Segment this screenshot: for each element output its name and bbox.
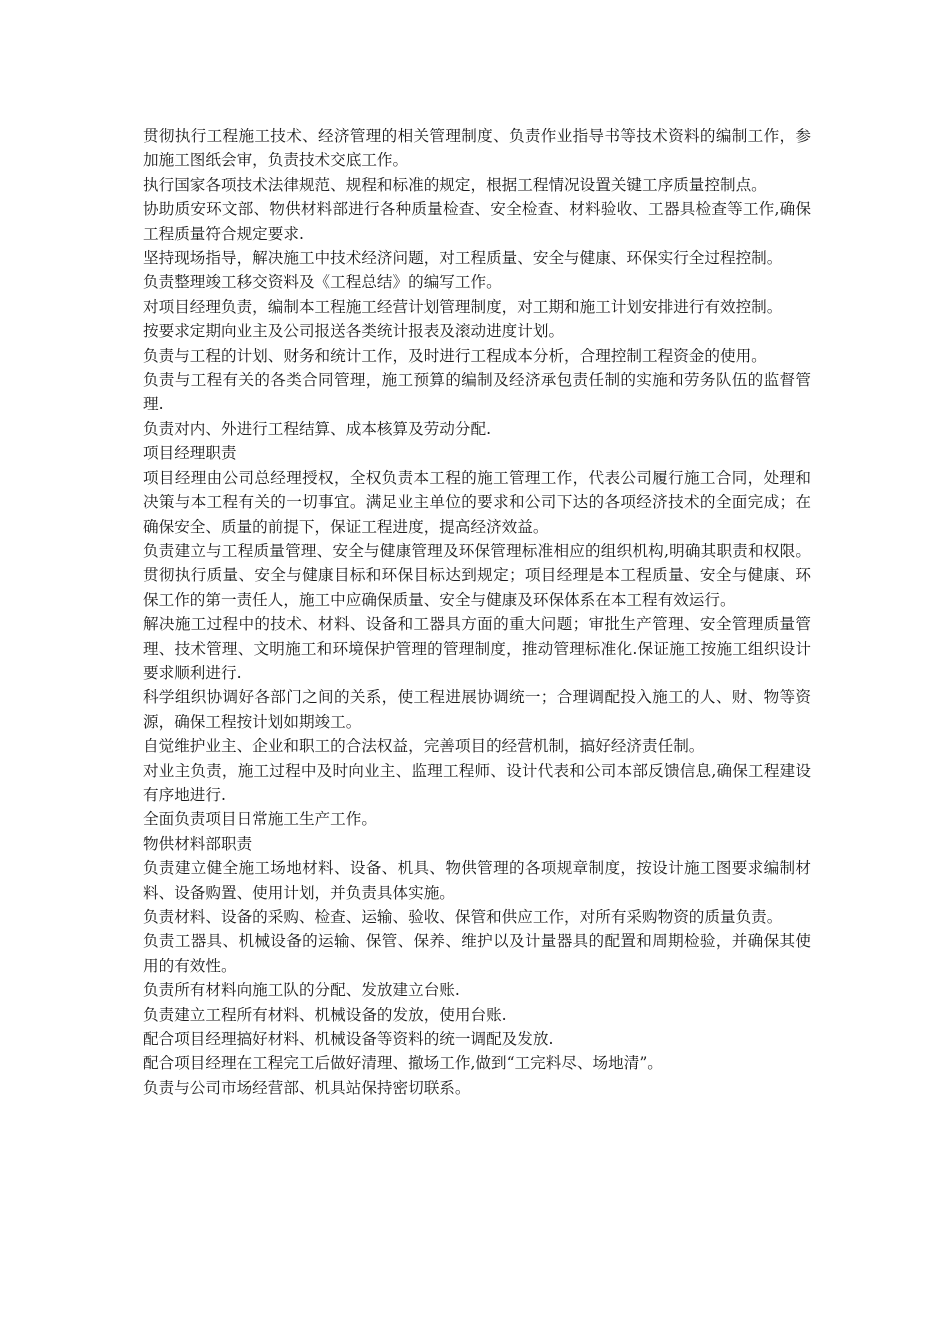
section-heading-materials-dept: 物供材料部职责	[143, 834, 253, 853]
document-body	[143, 124, 811, 1100]
paragraph: 负责对内、外进行工程结算、成本核算及劳动分配.	[143, 419, 492, 438]
paragraph: 按要求定期向业主及公司报送各类统计报表及滚动进度计划。	[143, 322, 565, 341]
paragraph: 对项目经理负责，编制本工程施工经营计划管理制度，对工期和施工计划安排进行有效控制。	[143, 297, 783, 316]
paragraph: 贯彻执行工程施工技术、经济管理的相关管理制度、负责作业指导书等技术资料的编制工作，参加施工图纸会审，负责技术交底工作。	[143, 127, 811, 170]
paragraph: 坚持现场指导，解决施工中技术经济问题，对工程质量、安全与健康、环保实行全过程控制。	[143, 249, 783, 268]
paragraph: 负责与工程有关的各类合同管理，施工预算的编制及经济承包责任制的实施和劳务队伍的监督管理.	[143, 371, 811, 414]
paragraph: 负责建立工程所有材料、机械设备的发放，使用台账.	[143, 1005, 507, 1024]
paragraph: 负责整理竣工移交资料及《工程总结》的编写工作。	[143, 273, 502, 292]
paragraph: 负责所有材料向施工队的分配、发放建立台账.	[143, 981, 460, 1000]
section-heading-project-manager: 项目经理职责	[143, 444, 237, 463]
paragraph: 负责与工程的计划、财务和统计工作，及时进行工程成本分析，合理控制工程资金的使用。	[143, 346, 767, 365]
paragraph: 负责建立与工程质量管理、安全与健康管理及环保管理标准相应的组织机构,明确其职责和权限。贯彻执行质量、安全与健康目标和环保目标达到规定；项目经理是本工程质量、安全与健康、环保工作的第一责任人，施工中应确保质量、安全与健康及环保体系在本工程有效运行。	[143, 541, 811, 609]
paragraph: 执行国家各项技术法律规范、规程和标准的规定，根据工程情况设置关键工序质量控制点。	[143, 175, 767, 194]
paragraph: 项目经理由公司总经理授权，全权负责本工程的施工管理工作，代表公司履行施工合同，处理和决策与本工程有关的一切事宜。满足业主单位的要求和公司下达的各项经济技术的全面完成；在确保安全、质量的前提下，保证工程进度，提高经济效益。	[143, 468, 811, 536]
paragraph: 科学组织协调好各部门之间的关系，使工程进展协调统一；合理调配投入施工的人、财、物等资源，确保工程按计划如期竣工。	[143, 688, 811, 731]
paragraph: 负责工器具、机械设备的运输、保管、保养、维护以及计量器具的配置和周期检验，并确保其使用的有效性。	[143, 932, 811, 975]
paragraph: 解决施工过程中的技术、材料、设备和工器具方面的重大问题；审批生产管理、安全管理质量管理、技术管理、文明施工和环境保护管理的管理制度，推动管理标准化.保证施工按施工组织设计要求顺利进行.	[143, 615, 811, 682]
paragraph: 全面负责项目日常施工生产工作。	[143, 810, 377, 829]
paragraph: 负责材料、设备的采购、检查、运输、验收、保管和供应工作，对所有采购物资的质量负责。	[143, 908, 783, 926]
paragraph: 协助质安环文部、物供材料部进行各种质量检查、安全检查、材料验收、工器具检查等工作,确保工程质量符合规定要求.	[143, 200, 811, 243]
paragraph: 对业主负责，施工过程中及时向业主、监理工程师、设计代表和公司本部反馈信息,确保工程建设有序地进行.	[143, 761, 811, 804]
paragraph: 自觉维护业主、企业和职工的合法权益，完善项目的经营机制，搞好经济责任制。	[143, 737, 705, 756]
paragraph: 负责与公司市场经营部、机具站保持密切联系。	[143, 1078, 471, 1097]
paragraph: 负责建立健全施工场地材料、设备、机具、物供管理的各项规章制度，按设计施工图要求编制材料、设备购置、使用计划，并负责具体实施。	[143, 859, 811, 902]
paragraph: 配合项目经理搞好材料、机械设备等资料的统一调配及发放.	[143, 1030, 554, 1049]
paragraph: 配合项目经理在工程完工后做好清理、撤场工作,做到“工完料尽、场地清”。	[143, 1054, 663, 1073]
